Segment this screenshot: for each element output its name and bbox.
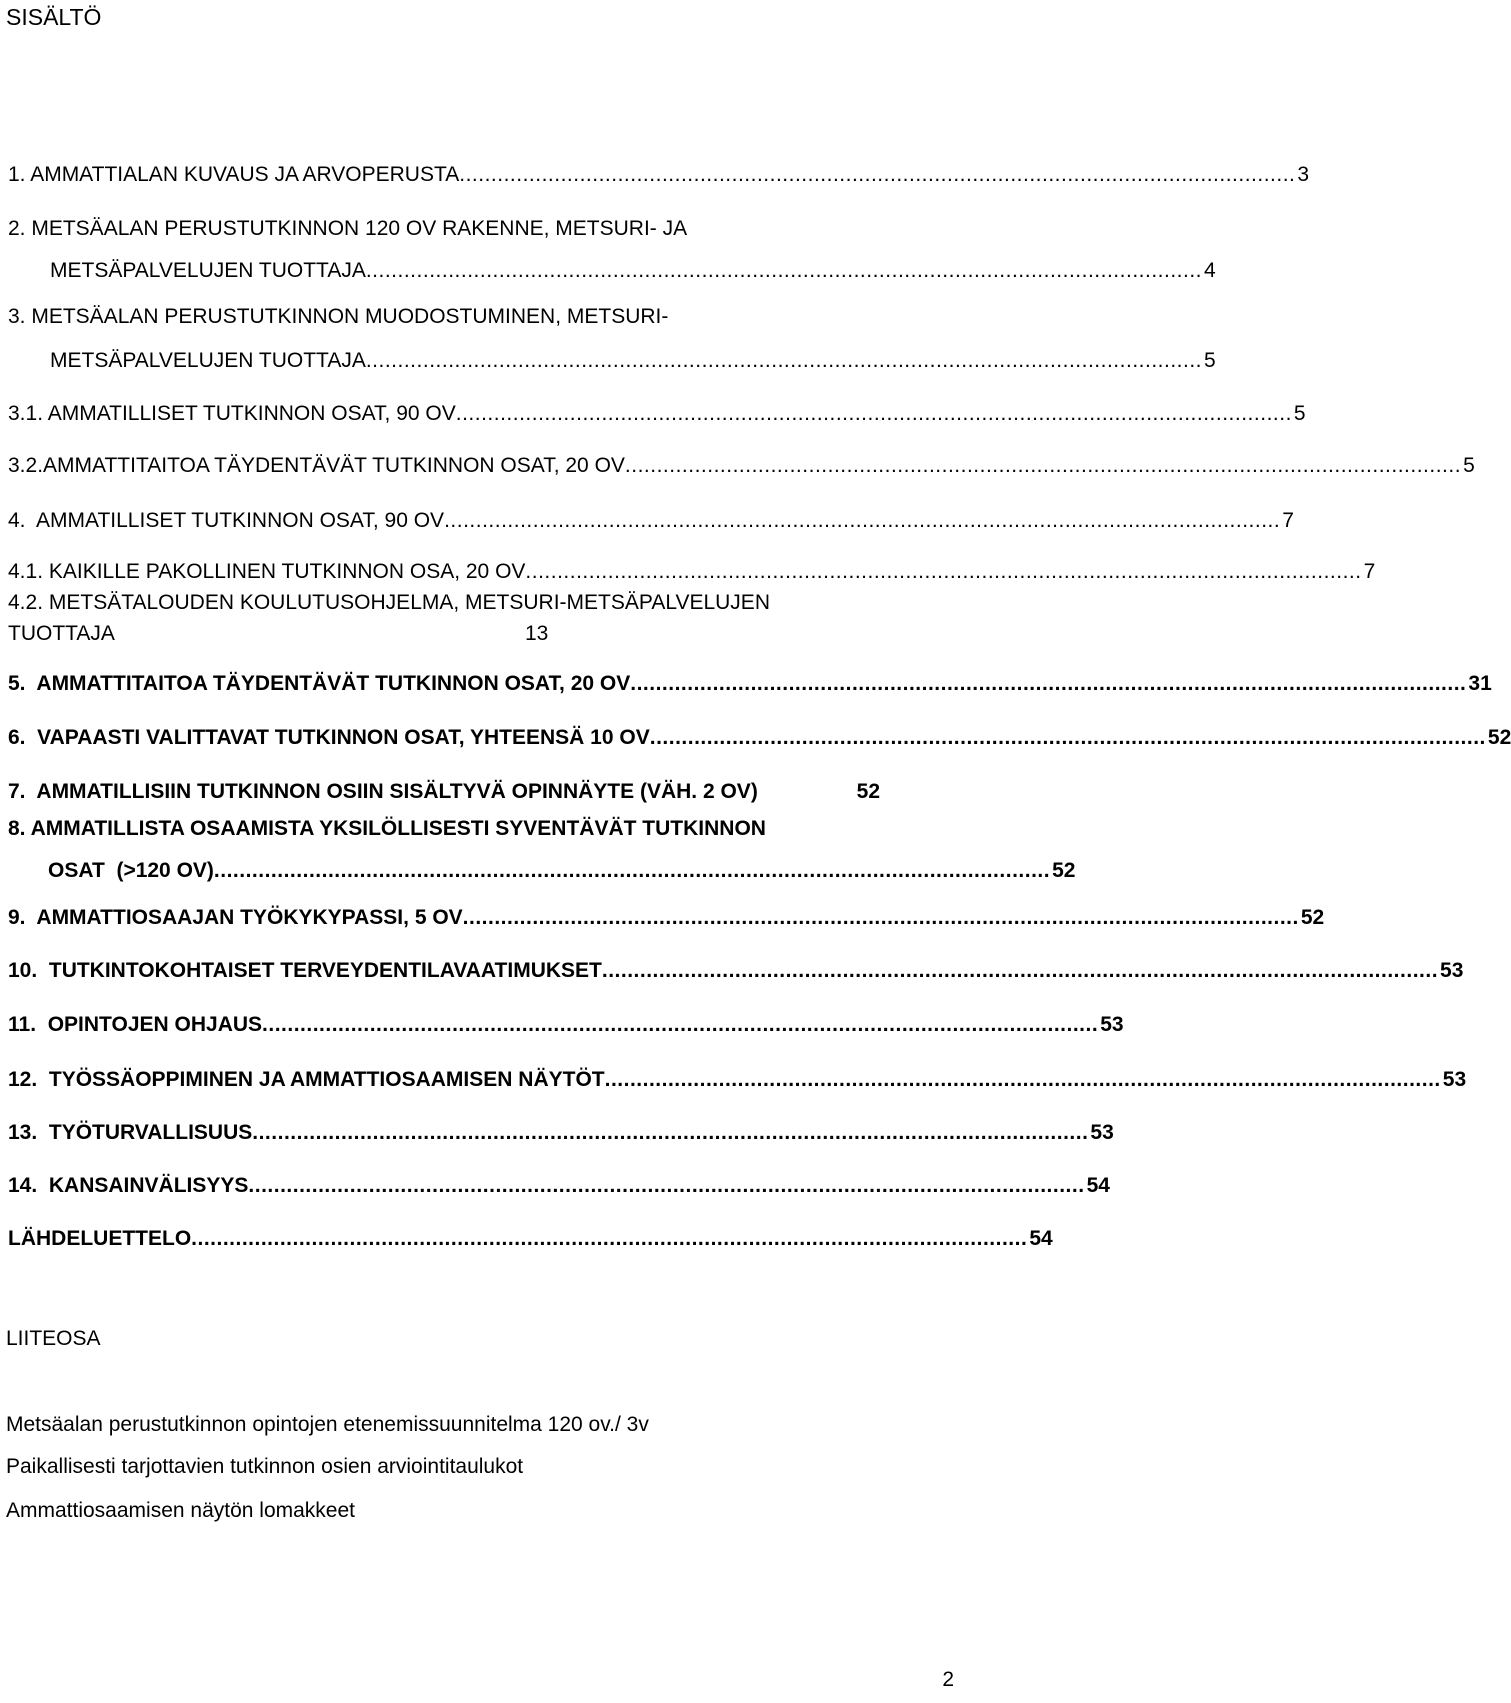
toc-entry-label: 4. AMMATILLISET TUTKINNON OSAT, 90 OV	[8, 509, 445, 532]
toc-entry-8[interactable]	[48, 858, 1076, 884]
toc-leader-dots: ....................................................................................................................................	[262, 1013, 1099, 1036]
toc-entry-page: 54	[1029, 1227, 1053, 1250]
toc-entry-label: 6. VAPAASTI VALITTAVAT TUTKINNON OSAT, YHTEENSÄ 10 OV	[8, 726, 650, 749]
appendix-title: LIITEOSA	[6, 1327, 101, 1350]
toc-entry-label: 5. AMMATTITAITOA TÄYDENTÄVÄT TUTKINNON OSAT, 20 OV	[8, 672, 631, 695]
toc-entry-page: 53	[1442, 1068, 1467, 1091]
toc-entry-13[interactable]	[8, 1120, 1114, 1146]
toc-entry-label: 10. TUTKINTOKOHTAISET TERVEYDENTILAVAATIMUKSET	[8, 959, 602, 982]
toc-entry-page: 52	[1052, 859, 1076, 882]
toc-entry-page: 31	[1468, 672, 1492, 695]
toc-leader-dots: ....................................................................................................................................	[525, 560, 1362, 583]
toc-leader-dots: ....................................................................................................................................	[649, 726, 1486, 749]
toc-leader-dots: ....................................................................................................................................	[365, 349, 1202, 372]
toc-entry-label: 1. AMMATTIALAN KUVAUS JA ARVOPERUSTA	[8, 163, 460, 186]
toc-entry-label: 4.1. KAIKILLE PAKOLLINEN TUTKINNON OSA, 20 OV	[8, 560, 526, 583]
toc-entry-page: 53	[1100, 1013, 1124, 1036]
appendix-item: Ammattiosaamisen näytön lomakkeet	[6, 1499, 355, 1522]
toc-entry-8-line1[interactable]: 8. AMMATILLISTA OSAAMISTA YKSILÖLLISESTI SYVENTÄVÄT TUTKINNON	[8, 817, 766, 840]
toc-leader-dots: ....................................................................................................................................	[191, 1227, 1028, 1250]
toc-leader-dots: ....................................................................................................................................	[248, 1174, 1085, 1197]
toc-leader-dots: ....................................................................................................................................	[462, 906, 1299, 929]
toc-entry-9[interactable]	[8, 905, 1325, 931]
toc-entry-page: 4	[1204, 259, 1216, 282]
toc-entry-page: 5	[1204, 349, 1216, 372]
appendix-item: Paikallisesti tarjottavien tutkinnon osien arviointitaulukot	[6, 1455, 524, 1478]
toc-entry-label: OSAT (>120 OV)	[48, 859, 214, 882]
appendix-item: Metsäalan perustutkinnon opintojen etenemissuunnitelma 120 ov./ 3v	[6, 1413, 649, 1436]
toc-entry-2-line1[interactable]: 2. METSÄALAN PERUSTUTKINNON 120 OV RAKENNE, METSURI- JA	[8, 217, 688, 240]
toc-entry-page: 3	[1297, 163, 1310, 186]
toc-leader-dots: ....................................................................................................................................	[444, 509, 1281, 532]
toc-leader-dots: ....................................................................................................................................	[459, 163, 1296, 186]
toc-entry-3[interactable]	[50, 348, 1216, 374]
toc-entry-label: 12. TYÖSSÄOPPIMINEN JA AMMATTIOSAAMISEN NÄYTÖT	[8, 1068, 605, 1091]
toc-leader-dots: ....................................................................................................................................	[455, 402, 1292, 425]
toc-leader-dots: ....................................................................................................................................	[624, 454, 1462, 477]
toc-entry-6[interactable]	[8, 725, 1511, 751]
toc-entry-14[interactable]	[8, 1173, 1110, 1199]
toc-entry-3-line1[interactable]: 3. METSÄALAN PERUSTUTKINNON MUODOSTUMINEN, METSURI-	[8, 305, 669, 328]
toc-entry-label: 9. AMMATTIOSAAJAN TYÖKYKYPASSI, 5 OV	[8, 906, 463, 929]
toc-entry-page: 52	[1487, 726, 1511, 749]
toc-entry-page: 53	[1090, 1121, 1114, 1144]
toc-entry-4-2-line1[interactable]: 4.2. METSÄTALOUDEN KOULUTUSOHJELMA, METSURI-METSÄPALVELUJEN	[8, 591, 770, 614]
toc-entry-12[interactable]	[8, 1067, 1467, 1093]
toc-entry-label: LÄHDELUETTELO	[8, 1227, 192, 1250]
toc-leader-dots: ....................................................................................................................................	[604, 1068, 1441, 1091]
toc-entry-page: 52	[1300, 906, 1325, 929]
toc-entry-label: METSÄPALVELUJEN TUOTTAJA	[50, 349, 366, 372]
toc-entry-3-1[interactable]	[8, 401, 1306, 427]
toc-entry-4-2-page: 13	[525, 622, 549, 645]
toc-entry-5[interactable]	[8, 671, 1492, 697]
toc-leader-dots: ....................................................................................................................................	[630, 672, 1467, 695]
toc-entry-label: 3.2.AMMATTITAITOA TÄYDENTÄVÄT TUTKINNON OSAT, 20 OV	[8, 454, 625, 477]
toc-entry-page: 5	[1293, 402, 1306, 425]
toc-entry-page: 52	[856, 780, 880, 803]
toc-entry-7[interactable]	[8, 779, 880, 805]
toc-leader-dots: ....................................................................................................................................	[213, 859, 1051, 882]
page-title: SISÄLTÖ	[6, 4, 102, 30]
toc-entry-10[interactable]	[8, 958, 1464, 984]
toc-entry-page: 54	[1086, 1174, 1110, 1197]
toc-leader-dots: ....................................................................................................................................	[601, 959, 1439, 982]
toc-entry-page: 7	[1363, 560, 1376, 583]
toc-entry-page: 53	[1440, 959, 1464, 982]
toc-leader-dots: ....................................................................................................................................	[365, 259, 1202, 282]
page-number: 2	[942, 1668, 954, 1691]
toc-entry-4[interactable]	[8, 508, 1294, 534]
toc-entry-label: 14. KANSAINVÄLISYYS	[8, 1174, 249, 1197]
toc-entry-4-1[interactable]	[8, 559, 1376, 585]
toc-entry-2[interactable]	[50, 258, 1216, 284]
toc-leader-dots: ....................................................................................................................................	[252, 1121, 1089, 1144]
toc-entry-3-2[interactable]	[8, 453, 1475, 479]
toc-entry-4-2-line2[interactable]: TUOTTAJA	[8, 622, 115, 645]
toc-entry-label: 7. AMMATILLISIIN TUTKINNON OSIIN SISÄLTYVÄ OPINNÄYTE (VÄH. 2 OV)	[8, 780, 758, 803]
toc-entry-11[interactable]	[8, 1012, 1124, 1038]
toc-entry-page: 5	[1463, 454, 1475, 477]
toc-entry-page: 7	[1282, 509, 1294, 532]
toc-entry-lahdeluettelo[interactable]	[8, 1226, 1053, 1252]
toc-entry-1[interactable]	[8, 162, 1310, 188]
toc-entry-label: METSÄPALVELUJEN TUOTTAJA	[50, 259, 366, 282]
toc-entry-label: 13. TYÖTURVALLISUUS	[8, 1121, 253, 1144]
toc-entry-label: 3.1. AMMATILLISET TUTKINNON OSAT, 90 OV	[8, 402, 456, 425]
toc-entry-label: 11. OPINTOJEN OHJAUS	[8, 1013, 263, 1036]
